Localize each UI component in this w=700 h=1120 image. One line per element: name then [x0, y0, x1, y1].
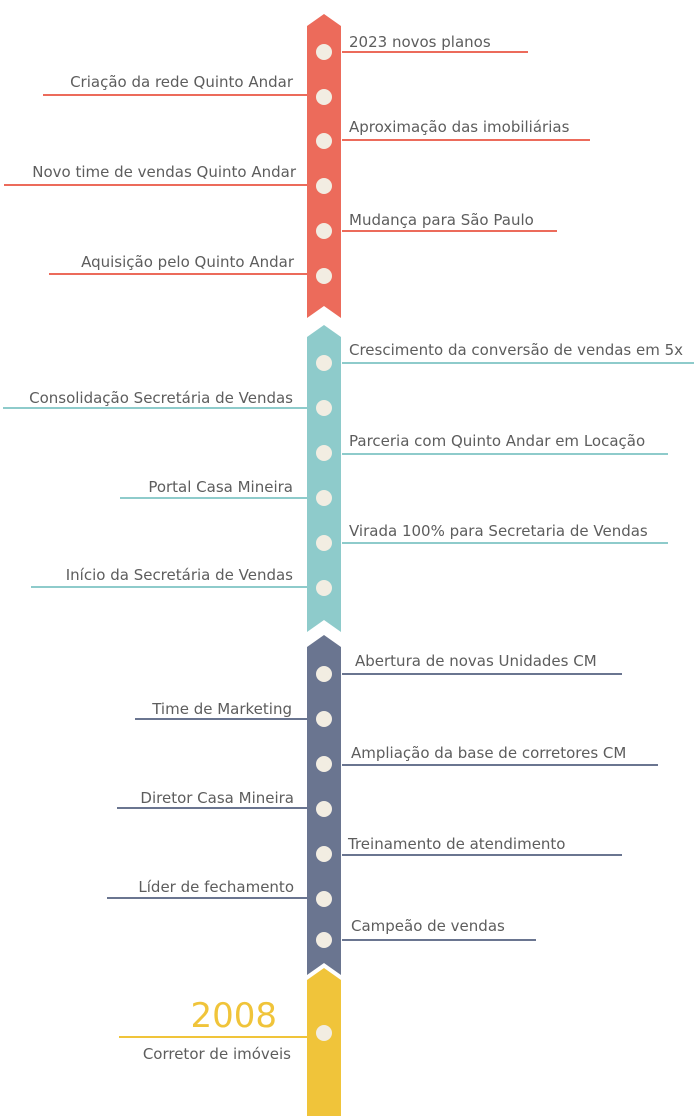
timeline-dot — [316, 580, 332, 596]
timeline-dot — [316, 400, 332, 416]
timeline-dot — [316, 535, 332, 551]
event-label: Portal Casa Mineira — [148, 478, 293, 496]
event-label: Ampliação da base de corretores CM — [351, 744, 627, 762]
event-label: Mudança para São Paulo — [349, 211, 534, 229]
timeline-dot — [316, 932, 332, 948]
timeline-dot — [316, 355, 332, 371]
timeline-dot — [316, 1025, 332, 1041]
timeline-dot — [316, 756, 332, 772]
timeline-dot — [316, 490, 332, 506]
timeline-dot — [316, 268, 332, 284]
event-label: Líder de fechamento — [138, 878, 294, 896]
event-label: Aquisição pelo Quinto Andar — [81, 253, 294, 271]
event-label: Início da Secretária de Vendas — [65, 566, 293, 584]
event-label: Novo time de vendas Quinto Andar — [32, 163, 296, 181]
event-label: Diretor Casa Mineira — [140, 789, 294, 807]
event-label: Crescimento da conversão de vendas em 5x — [349, 341, 684, 359]
event-label: Aproximação das imobiliárias — [349, 118, 570, 136]
event-label: Virada 100% para Secretaria de Vendas — [349, 522, 648, 540]
timeline-dot — [316, 445, 332, 461]
event-label: 2023 novos planos — [349, 33, 491, 51]
timeline-dot — [316, 223, 332, 239]
event-label: Time de Marketing — [152, 700, 292, 718]
event-label: Abertura de novas Unidades CM — [355, 652, 597, 670]
timeline-dot — [316, 801, 332, 817]
year-label: 2008 — [190, 996, 277, 1036]
timeline-dot — [316, 891, 332, 907]
event-label: Criação da rede Quinto Andar — [70, 73, 293, 91]
timeline-dot — [316, 711, 332, 727]
timeline-dot — [316, 133, 332, 149]
event-label: Corretor de imóveis — [142, 1045, 291, 1063]
timeline-dot — [316, 178, 332, 194]
timeline-dot — [316, 44, 332, 60]
event-label: Campeão de vendas — [351, 917, 505, 935]
timeline-dot — [316, 846, 332, 862]
timeline-dot — [316, 89, 332, 105]
event-label: Parceria com Quinto Andar em Locação — [349, 432, 646, 450]
timeline-dot — [316, 666, 332, 682]
event-label: Consolidação Secretária de Vendas — [29, 389, 293, 407]
timeline-band-yellow — [307, 968, 341, 1116]
event-label: Treinamento de atendimento — [348, 835, 566, 853]
